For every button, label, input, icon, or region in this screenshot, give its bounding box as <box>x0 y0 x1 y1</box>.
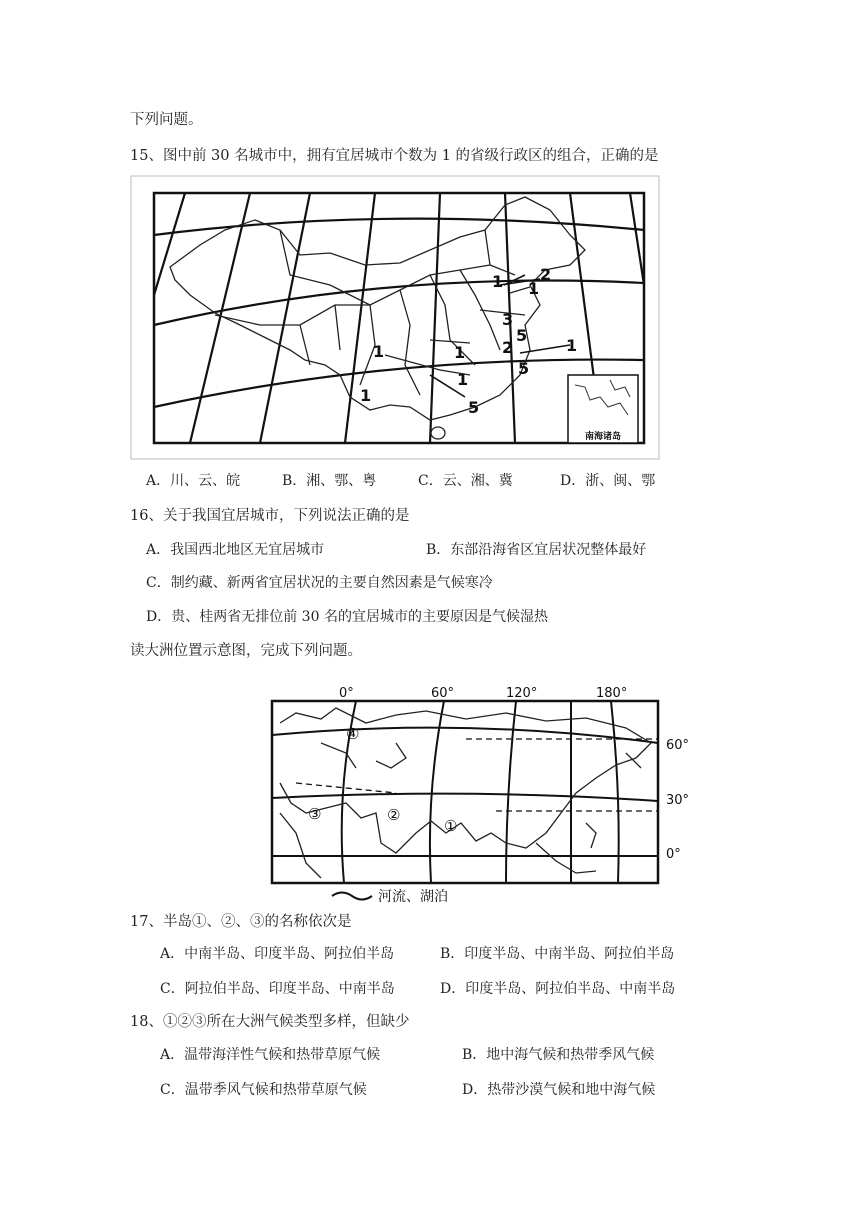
q16-option-b[interactable]: B．东部沿海省区宜居状况整体最好 <box>426 542 647 558</box>
q17-option-d[interactable]: D．印度半岛、阿拉伯半岛、中南半岛 <box>440 981 676 997</box>
q15-option-a[interactable]: A．川、云、皖 <box>146 473 241 489</box>
q16-option-d[interactable]: D．贵、桂两省无排位前 30 名的宜居城市的主要原因是气候湿热 <box>146 609 548 625</box>
intro-text: 下列问题。 <box>130 112 203 128</box>
map1-number: 1 <box>457 370 469 389</box>
lat-label: 30° <box>666 793 690 808</box>
asia-location-map <box>266 683 696 905</box>
q18-option-a[interactable]: A．温带海洋性气候和热带草原气候 <box>160 1047 381 1063</box>
peninsula-label-3: ③ <box>308 805 322 823</box>
question-18-stem: 18、①②③所在大洲气候类型多样，但缺少 <box>130 1014 410 1030</box>
q18-option-c[interactable]: C．温带季风气候和热带草原气候 <box>160 1082 367 1098</box>
map1-number: 1 <box>528 279 540 298</box>
intro-text-2: 读大洲位置示意图，完成下列问题。 <box>130 643 362 659</box>
q15-option-d[interactable]: D．浙、闽、鄂 <box>560 473 656 489</box>
map1-number: 1 <box>566 336 578 355</box>
map1-number: 3 <box>502 310 514 329</box>
lat-label: 0° <box>666 847 681 862</box>
map1-number: 2 <box>502 338 514 357</box>
map2-legend: 河流、湖泊 <box>378 889 448 905</box>
map1-number: 5 <box>518 359 530 378</box>
peninsula-label-1: ① <box>444 817 458 835</box>
question-16-stem: 16、关于我国宜居城市，下列说法正确的是 <box>130 508 410 524</box>
lat-label: 60° <box>666 738 690 753</box>
lon-label: 120° <box>506 686 538 701</box>
q15-option-c[interactable]: C．云、湘、冀 <box>418 473 513 489</box>
q18-option-d[interactable]: D．热带沙漠气候和地中海气候 <box>462 1082 656 1098</box>
q17-option-a[interactable]: A．中南半岛、印度半岛、阿拉伯半岛 <box>160 946 395 962</box>
map1-number: 1 <box>360 386 372 405</box>
peninsula-label-2: ② <box>387 806 401 824</box>
peninsula-label-4: ④ <box>346 725 360 743</box>
question-15-stem: 15、图中前 30 名城市中，拥有宜居城市个数为 1 的省级行政区的组合，正确的是 <box>130 148 659 164</box>
q17-option-c[interactable]: C．阿拉伯半岛、印度半岛、中南半岛 <box>160 981 395 997</box>
q17-option-b[interactable]: B．印度半岛、中南半岛、阿拉伯半岛 <box>440 946 675 962</box>
q18-option-b[interactable]: B．地中海气候和热带季风气候 <box>462 1047 655 1063</box>
lon-label: 180° <box>596 686 628 701</box>
china-liveable-cities-map <box>130 175 660 460</box>
inset-label: 南海诸岛 <box>584 432 622 442</box>
map1-number: 5 <box>468 398 480 417</box>
map1-number: 2 <box>540 265 552 284</box>
map1-number: 5 <box>516 326 528 345</box>
q15-option-b[interactable]: B．湘、鄂、粤 <box>282 473 377 489</box>
question-17-stem: 17、半岛①、②、③的名称依次是 <box>130 914 352 930</box>
map1-number: 1 <box>492 272 504 291</box>
map1-number: 1 <box>373 342 385 361</box>
q16-option-a[interactable]: A．我国西北地区无宜居城市 <box>146 542 325 558</box>
map1-number: 1 <box>454 343 466 362</box>
lon-label: 0° <box>339 686 354 701</box>
lon-label: 60° <box>431 686 455 701</box>
q16-option-c[interactable]: C．制约藏、新两省宜居状况的主要自然因素是气候寒冷 <box>146 575 493 591</box>
